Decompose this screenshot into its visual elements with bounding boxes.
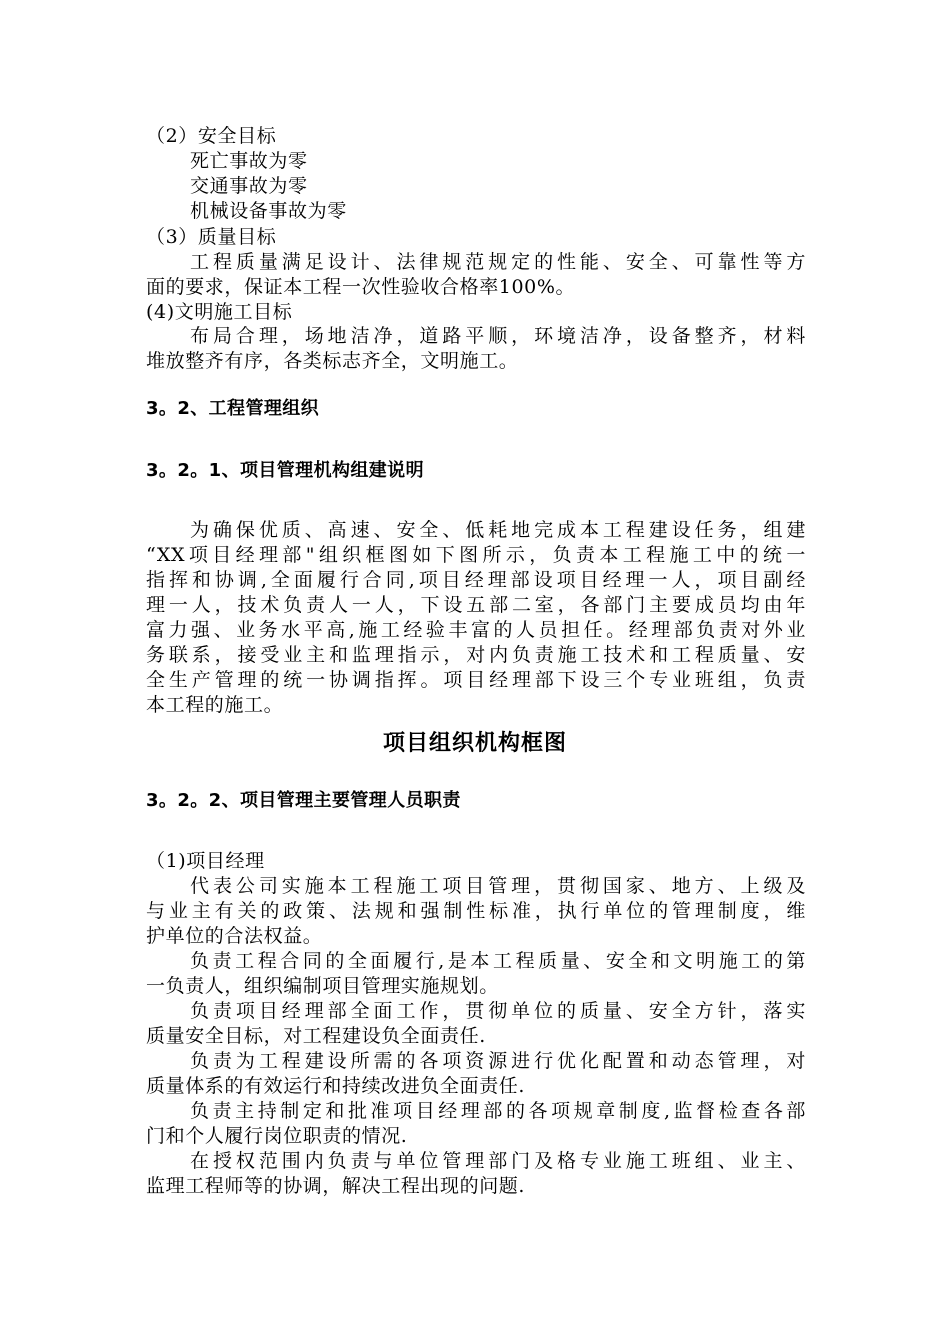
duty-paragraph-line: 负责主持制定和批准项目经理部的各项规章制度,监督检查各部 — [190, 1100, 806, 1122]
duty-paragraph-line: 负责工程合同的全面履行,是本工程质量、安全和文明施工的第 — [190, 950, 806, 972]
duty-paragraph-line: 在授权范围内负责与单位管理部门及格专业施工班组、业主、 — [190, 1150, 806, 1172]
safety-goal-item: 交通事故为零 — [190, 175, 308, 197]
quality-goal-paragraph-line: 面的要求，保证本工程一次性验收合格率100%。 — [146, 276, 576, 298]
quality-goal-paragraph-line: 工程质量满足设计、法律规范规定的性能、安全、可靠性等方 — [190, 251, 806, 273]
org-paragraph-line: 理一人，技术负责人一人，下设五部二室，各部门主要成员均由年 — [146, 594, 806, 616]
org-paragraph-line: 指挥和协调,全面履行合同,项目经理部设项目经理一人，项目副经 — [146, 569, 806, 591]
org-paragraph-line: 本工程的施工。 — [146, 694, 284, 716]
duty-paragraph-line: 负责项目经理部全面工作，贯彻单位的质量、安全方针，落实 — [190, 1000, 806, 1022]
duty-paragraph-line: 监理工程师等的协调，解决工程出现的问题. — [146, 1175, 526, 1197]
civilized-goal-title: (4)文明施工目标 — [146, 301, 293, 323]
safety-goal-item: 机械设备事故为零 — [190, 200, 347, 222]
role-subtitle-project-manager: （1)项目经理 — [146, 850, 265, 872]
org-paragraph-line: 富力强、业务水平高,施工经验丰富的人员担任。经理部负责对外业 — [146, 619, 806, 641]
duty-paragraph-line: 护单位的合法权益。 — [146, 925, 323, 947]
section-heading-3-2-1: 3。2。1、项目管理机构组建说明 — [146, 460, 424, 481]
duty-paragraph-line: 与业主有关的政策、法规和强制性标准，执行单位的管理制度，维 — [146, 900, 806, 922]
duty-paragraph-line: 质量体系的有效运行和持续改进负全面责任. — [146, 1075, 526, 1097]
org-chart-title: 项目组织机构框图 — [382, 731, 567, 756]
org-paragraph-line: 务联系，接受业主和监理指示，对内负责施工技术和工程质量、安 — [146, 644, 806, 666]
duty-paragraph-line: 负责为工程建设所需的各项资源进行优化配置和动态管理，对 — [190, 1050, 806, 1072]
civilized-goal-paragraph-line: 堆放整齐有序，各类标志齐全，文明施工。 — [146, 350, 519, 372]
civilized-goal-paragraph-line: 布局合理，场地洁净，道路平顺，环境洁净，设备整齐，材料 — [190, 325, 806, 347]
section-heading-3-2-2: 3。2。2、项目管理主要管理人员职责 — [146, 790, 461, 811]
org-paragraph-line: “XX项目经理部"组织框图如下图所示，负责本工程施工中的统一 — [146, 544, 806, 566]
safety-goal-item: 死亡事故为零 — [190, 150, 308, 172]
duty-paragraph-line: 质量安全目标，对工程建设负全面责任. — [146, 1025, 486, 1047]
duty-paragraph-line: 代表公司实施本工程施工项目管理，贯彻国家、地方、上级及 — [190, 875, 806, 897]
section-heading-3-2: 3。2、工程管理组织 — [146, 398, 320, 419]
org-paragraph-line: 全生产管理的统一协调指挥。项目经理部下设三个专业班组，负责 — [146, 669, 806, 691]
duty-paragraph-line: 门和个人履行岗位职责的情况. — [146, 1125, 408, 1147]
safety-goal-title: （2）安全目标 — [146, 125, 277, 147]
quality-goal-title: （3）质量目标 — [146, 226, 277, 248]
org-paragraph-line: 为确保优质、高速、安全、低耗地完成本工程建设任务，组建 — [190, 519, 806, 541]
duty-paragraph-line: 一负责人，组织编制项目管理实施规划。 — [146, 975, 499, 997]
